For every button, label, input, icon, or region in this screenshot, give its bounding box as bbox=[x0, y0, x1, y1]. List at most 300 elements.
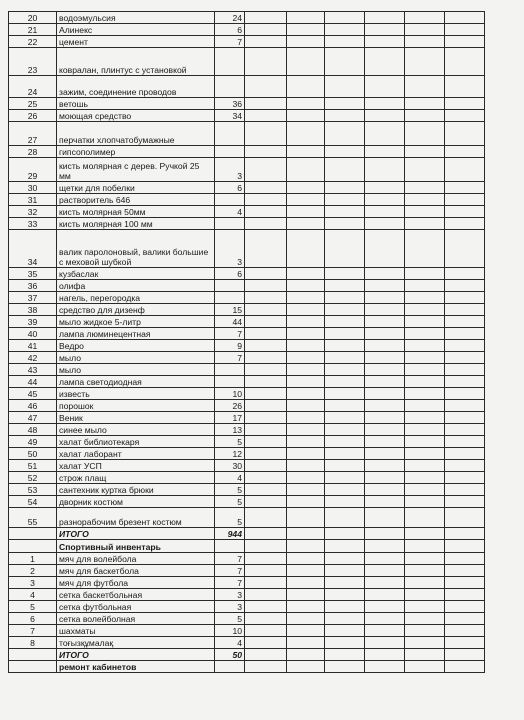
empty-cell bbox=[245, 508, 287, 528]
empty-cell bbox=[245, 601, 287, 613]
empty-cell bbox=[245, 76, 287, 98]
empty-cell bbox=[445, 553, 485, 565]
empty-cell bbox=[445, 76, 485, 98]
empty-cell bbox=[365, 12, 405, 24]
empty-cell bbox=[365, 194, 405, 206]
item-name: Веник bbox=[57, 412, 215, 424]
empty-cell bbox=[287, 496, 325, 508]
empty-cell bbox=[405, 182, 445, 194]
empty-cell bbox=[245, 436, 287, 448]
item-quantity: 7 bbox=[215, 36, 245, 48]
item-name: тоғызқұмалақ bbox=[57, 637, 215, 649]
item-name: средство для дизенф bbox=[57, 304, 215, 316]
item-name: цемент bbox=[57, 36, 215, 48]
item-quantity bbox=[215, 76, 245, 98]
empty-cell bbox=[325, 436, 365, 448]
empty-cell bbox=[405, 280, 445, 292]
empty-cell bbox=[405, 292, 445, 304]
table-row bbox=[9, 376, 485, 388]
empty-cell bbox=[365, 206, 405, 218]
row-number: 2 bbox=[9, 565, 57, 577]
empty-cell bbox=[445, 36, 485, 48]
empty-cell bbox=[445, 122, 485, 146]
empty-cell bbox=[287, 280, 325, 292]
table-row bbox=[9, 577, 485, 589]
empty-cell bbox=[445, 304, 485, 316]
empty-cell bbox=[287, 577, 325, 589]
empty-cell bbox=[325, 280, 365, 292]
item-quantity: 4 bbox=[215, 206, 245, 218]
section-title: ремонт кабинетов bbox=[57, 661, 215, 673]
item-quantity: 9 bbox=[215, 340, 245, 352]
total-quantity: 50 bbox=[215, 649, 245, 661]
item-quantity: 7 bbox=[215, 577, 245, 589]
item-quantity: 24 bbox=[215, 12, 245, 24]
empty-cell bbox=[405, 613, 445, 625]
empty-cell bbox=[245, 280, 287, 292]
empty-cell bbox=[365, 268, 405, 280]
row-number: 45 bbox=[9, 388, 57, 400]
row-number: 41 bbox=[9, 340, 57, 352]
empty-cell bbox=[445, 328, 485, 340]
item-quantity: 6 bbox=[215, 182, 245, 194]
empty-cell bbox=[405, 352, 445, 364]
empty-cell bbox=[365, 508, 405, 528]
item-name: сетка волейболная bbox=[57, 613, 215, 625]
empty-cell bbox=[445, 540, 485, 553]
empty-cell bbox=[245, 613, 287, 625]
row-number: 53 bbox=[9, 484, 57, 496]
empty-cell bbox=[445, 194, 485, 206]
table-row bbox=[9, 316, 485, 328]
table-row bbox=[9, 613, 485, 625]
item-quantity: 5 bbox=[215, 436, 245, 448]
item-quantity: 7 bbox=[215, 553, 245, 565]
row-number bbox=[9, 540, 57, 553]
empty-cell bbox=[325, 98, 365, 110]
empty-cell bbox=[445, 400, 485, 412]
empty-cell bbox=[365, 364, 405, 376]
empty-cell bbox=[365, 540, 405, 553]
empty-cell bbox=[445, 292, 485, 304]
empty-cell bbox=[405, 122, 445, 146]
empty-cell bbox=[245, 304, 287, 316]
empty-cell bbox=[287, 412, 325, 424]
empty-cell bbox=[287, 12, 325, 24]
empty-cell bbox=[325, 48, 365, 76]
item-quantity: 4 bbox=[215, 472, 245, 484]
row-number: 35 bbox=[9, 268, 57, 280]
empty-cell bbox=[405, 268, 445, 280]
table-row bbox=[9, 268, 485, 280]
empty-cell bbox=[287, 364, 325, 376]
empty-cell bbox=[365, 601, 405, 613]
item-name: мяч для баскетбола bbox=[57, 565, 215, 577]
row-number: 51 bbox=[9, 460, 57, 472]
empty-cell bbox=[325, 460, 365, 472]
empty-cell bbox=[245, 460, 287, 472]
empty-cell bbox=[245, 158, 287, 182]
empty-cell bbox=[405, 316, 445, 328]
empty-cell bbox=[365, 316, 405, 328]
empty-cell bbox=[287, 292, 325, 304]
table-row bbox=[9, 110, 485, 122]
item-quantity bbox=[215, 280, 245, 292]
row-number: 50 bbox=[9, 448, 57, 460]
item-name: халат УСП bbox=[57, 460, 215, 472]
empty-cell bbox=[325, 496, 365, 508]
row-number: 44 bbox=[9, 376, 57, 388]
empty-cell bbox=[325, 601, 365, 613]
empty-cell bbox=[445, 268, 485, 280]
empty-cell bbox=[405, 436, 445, 448]
row-number: 39 bbox=[9, 316, 57, 328]
empty-cell bbox=[365, 460, 405, 472]
item-quantity bbox=[215, 194, 245, 206]
item-name: кузбаслак bbox=[57, 268, 215, 280]
item-quantity: 34 bbox=[215, 110, 245, 122]
item-name: халат библиотекаря bbox=[57, 436, 215, 448]
empty-cell bbox=[405, 496, 445, 508]
item-quantity bbox=[215, 146, 245, 158]
empty-cell bbox=[405, 661, 445, 673]
empty-cell bbox=[365, 304, 405, 316]
table-row bbox=[9, 388, 485, 400]
empty-cell bbox=[325, 637, 365, 649]
item-quantity: 4 bbox=[215, 637, 245, 649]
table-row bbox=[9, 352, 485, 364]
empty-cell bbox=[405, 206, 445, 218]
empty-cell bbox=[287, 424, 325, 436]
row-number bbox=[9, 528, 57, 540]
empty-cell bbox=[245, 400, 287, 412]
empty-cell bbox=[245, 472, 287, 484]
item-name: халат лаборант bbox=[57, 448, 215, 460]
row-number: 21 bbox=[9, 24, 57, 36]
table-row bbox=[9, 424, 485, 436]
item-name: сантехник куртка брюки bbox=[57, 484, 215, 496]
empty-cell bbox=[325, 565, 365, 577]
item-name: сетка футбольная bbox=[57, 601, 215, 613]
empty-cell bbox=[287, 268, 325, 280]
item-quantity: 13 bbox=[215, 424, 245, 436]
empty-cell bbox=[405, 508, 445, 528]
item-quantity: 30 bbox=[215, 460, 245, 472]
table-row bbox=[9, 230, 485, 268]
empty-cell bbox=[445, 280, 485, 292]
empty-cell bbox=[287, 553, 325, 565]
empty-cell bbox=[325, 76, 365, 98]
item-name: мяч для волейбола bbox=[57, 553, 215, 565]
empty-cell bbox=[245, 98, 287, 110]
table-row bbox=[9, 76, 485, 98]
empty-cell bbox=[405, 625, 445, 637]
item-quantity bbox=[215, 540, 245, 553]
item-quantity bbox=[215, 292, 245, 304]
empty-cell bbox=[287, 540, 325, 553]
empty-cell bbox=[445, 472, 485, 484]
item-name: мяч для футбола bbox=[57, 577, 215, 589]
item-quantity: 3 bbox=[215, 589, 245, 601]
empty-cell bbox=[445, 625, 485, 637]
empty-cell bbox=[245, 48, 287, 76]
empty-cell bbox=[405, 424, 445, 436]
item-name: гипсополимер bbox=[57, 146, 215, 158]
empty-cell bbox=[365, 110, 405, 122]
empty-cell bbox=[405, 388, 445, 400]
empty-cell bbox=[287, 625, 325, 637]
row-number: 40 bbox=[9, 328, 57, 340]
row-number: 25 bbox=[9, 98, 57, 110]
empty-cell bbox=[445, 528, 485, 540]
empty-cell bbox=[445, 158, 485, 182]
row-number bbox=[9, 661, 57, 673]
section-header-row bbox=[9, 540, 485, 553]
row-number: 49 bbox=[9, 436, 57, 448]
item-name: мыло bbox=[57, 364, 215, 376]
empty-cell bbox=[287, 206, 325, 218]
empty-cell bbox=[325, 158, 365, 182]
row-number: 24 bbox=[9, 76, 57, 98]
item-name: перчатки хлопчатобумажные bbox=[57, 122, 215, 146]
item-name: Ведро bbox=[57, 340, 215, 352]
empty-cell bbox=[287, 340, 325, 352]
empty-cell bbox=[445, 448, 485, 460]
empty-cell bbox=[405, 24, 445, 36]
empty-cell bbox=[245, 649, 287, 661]
row-number: 55 bbox=[9, 508, 57, 528]
row-number: 20 bbox=[9, 12, 57, 24]
empty-cell bbox=[445, 460, 485, 472]
row-number: 28 bbox=[9, 146, 57, 158]
item-quantity: 17 bbox=[215, 412, 245, 424]
table-row bbox=[9, 182, 485, 194]
empty-cell bbox=[365, 553, 405, 565]
table-row bbox=[9, 625, 485, 637]
empty-cell bbox=[325, 352, 365, 364]
empty-cell bbox=[245, 484, 287, 496]
item-name: зажим, соединение проводов bbox=[57, 76, 215, 98]
table-row bbox=[9, 36, 485, 48]
empty-cell bbox=[325, 24, 365, 36]
empty-cell bbox=[245, 388, 287, 400]
table-row bbox=[9, 98, 485, 110]
empty-cell bbox=[445, 589, 485, 601]
item-name: нагель, перегородка bbox=[57, 292, 215, 304]
item-quantity: 3 bbox=[215, 601, 245, 613]
item-quantity: 6 bbox=[215, 24, 245, 36]
empty-cell bbox=[245, 424, 287, 436]
table-row bbox=[9, 146, 485, 158]
empty-cell bbox=[245, 589, 287, 601]
empty-cell bbox=[245, 182, 287, 194]
empty-cell bbox=[445, 376, 485, 388]
row-number: 52 bbox=[9, 472, 57, 484]
empty-cell bbox=[365, 352, 405, 364]
item-quantity: 10 bbox=[215, 625, 245, 637]
row-number: 4 bbox=[9, 589, 57, 601]
table-row bbox=[9, 508, 485, 528]
item-quantity: 6 bbox=[215, 268, 245, 280]
empty-cell bbox=[287, 122, 325, 146]
item-quantity: 3 bbox=[215, 158, 245, 182]
empty-cell bbox=[245, 194, 287, 206]
empty-cell bbox=[405, 158, 445, 182]
empty-cell bbox=[245, 412, 287, 424]
empty-cell bbox=[445, 412, 485, 424]
empty-cell bbox=[287, 649, 325, 661]
empty-cell bbox=[325, 340, 365, 352]
empty-cell bbox=[287, 76, 325, 98]
empty-cell bbox=[325, 146, 365, 158]
empty-cell bbox=[245, 122, 287, 146]
item-name: строж плащ bbox=[57, 472, 215, 484]
item-name: сетка баскетбольная bbox=[57, 589, 215, 601]
empty-cell bbox=[245, 661, 287, 673]
row-number: 36 bbox=[9, 280, 57, 292]
empty-cell bbox=[245, 268, 287, 280]
item-quantity: 44 bbox=[215, 316, 245, 328]
empty-cell bbox=[245, 218, 287, 230]
empty-cell bbox=[325, 376, 365, 388]
empty-cell bbox=[365, 340, 405, 352]
row-number: 6 bbox=[9, 613, 57, 625]
empty-cell bbox=[365, 146, 405, 158]
empty-cell bbox=[245, 577, 287, 589]
item-quantity: 7 bbox=[215, 352, 245, 364]
row-number: 43 bbox=[9, 364, 57, 376]
empty-cell bbox=[405, 565, 445, 577]
empty-cell bbox=[365, 376, 405, 388]
empty-cell bbox=[287, 98, 325, 110]
empty-cell bbox=[445, 24, 485, 36]
empty-cell bbox=[445, 601, 485, 613]
empty-cell bbox=[325, 424, 365, 436]
item-name: моющая средство bbox=[57, 110, 215, 122]
empty-cell bbox=[405, 460, 445, 472]
empty-cell bbox=[405, 12, 445, 24]
item-name: кисть молярная с дерев. Ручкой 25 мм bbox=[57, 158, 215, 182]
row-number: 8 bbox=[9, 637, 57, 649]
item-quantity bbox=[215, 661, 245, 673]
empty-cell bbox=[325, 122, 365, 146]
empty-cell bbox=[405, 589, 445, 601]
empty-cell bbox=[365, 436, 405, 448]
empty-cell bbox=[405, 340, 445, 352]
empty-cell bbox=[325, 649, 365, 661]
item-quantity bbox=[215, 218, 245, 230]
row-number: 48 bbox=[9, 424, 57, 436]
table-row bbox=[9, 484, 485, 496]
row-number: 7 bbox=[9, 625, 57, 637]
total-row bbox=[9, 649, 485, 661]
table-row bbox=[9, 280, 485, 292]
row-number: 23 bbox=[9, 48, 57, 76]
empty-cell bbox=[325, 613, 365, 625]
empty-cell bbox=[445, 613, 485, 625]
empty-cell bbox=[245, 146, 287, 158]
empty-cell bbox=[325, 589, 365, 601]
empty-cell bbox=[365, 122, 405, 146]
empty-cell bbox=[245, 496, 287, 508]
item-name: порошок bbox=[57, 400, 215, 412]
item-name: мыло bbox=[57, 352, 215, 364]
item-name: Алинекс bbox=[57, 24, 215, 36]
empty-cell bbox=[287, 230, 325, 268]
empty-cell bbox=[287, 400, 325, 412]
empty-cell bbox=[405, 364, 445, 376]
empty-cell bbox=[365, 448, 405, 460]
row-number: 37 bbox=[9, 292, 57, 304]
table-row bbox=[9, 565, 485, 577]
table-row bbox=[9, 24, 485, 36]
empty-cell bbox=[325, 12, 365, 24]
empty-cell bbox=[365, 472, 405, 484]
row-number: 42 bbox=[9, 352, 57, 364]
empty-cell bbox=[365, 24, 405, 36]
table-row bbox=[9, 496, 485, 508]
empty-cell bbox=[445, 352, 485, 364]
empty-cell bbox=[365, 496, 405, 508]
item-name: шахматы bbox=[57, 625, 215, 637]
table-row bbox=[9, 292, 485, 304]
row-number: 31 bbox=[9, 194, 57, 206]
inventory-table bbox=[8, 11, 485, 673]
total-label: ИТОГО bbox=[57, 528, 215, 540]
empty-cell bbox=[287, 316, 325, 328]
empty-cell bbox=[365, 400, 405, 412]
item-quantity bbox=[215, 376, 245, 388]
empty-cell bbox=[445, 182, 485, 194]
empty-cell bbox=[365, 98, 405, 110]
empty-cell bbox=[325, 218, 365, 230]
table-row bbox=[9, 340, 485, 352]
empty-cell bbox=[405, 649, 445, 661]
empty-cell bbox=[325, 230, 365, 268]
table-row bbox=[9, 460, 485, 472]
row-number: 30 bbox=[9, 182, 57, 194]
total-row bbox=[9, 528, 485, 540]
row-number bbox=[9, 649, 57, 661]
empty-cell bbox=[405, 484, 445, 496]
empty-cell bbox=[245, 36, 287, 48]
table-row bbox=[9, 158, 485, 182]
empty-cell bbox=[287, 589, 325, 601]
item-name: водоэмульсия bbox=[57, 12, 215, 24]
empty-cell bbox=[325, 268, 365, 280]
item-name: валик паролоновый, валики большие с меховой шубкой bbox=[57, 230, 215, 268]
item-name: ковралан, плинтус с установкой bbox=[57, 48, 215, 76]
empty-cell bbox=[287, 528, 325, 540]
empty-cell bbox=[445, 110, 485, 122]
row-number: 22 bbox=[9, 36, 57, 48]
empty-cell bbox=[445, 496, 485, 508]
empty-cell bbox=[245, 292, 287, 304]
table-row bbox=[9, 472, 485, 484]
empty-cell bbox=[445, 316, 485, 328]
empty-cell bbox=[287, 110, 325, 122]
empty-cell bbox=[445, 340, 485, 352]
empty-cell bbox=[245, 528, 287, 540]
empty-cell bbox=[365, 412, 405, 424]
empty-cell bbox=[405, 36, 445, 48]
empty-cell bbox=[287, 158, 325, 182]
empty-cell bbox=[445, 565, 485, 577]
empty-cell bbox=[325, 194, 365, 206]
item-quantity: 10 bbox=[215, 388, 245, 400]
empty-cell bbox=[245, 206, 287, 218]
empty-cell bbox=[365, 328, 405, 340]
